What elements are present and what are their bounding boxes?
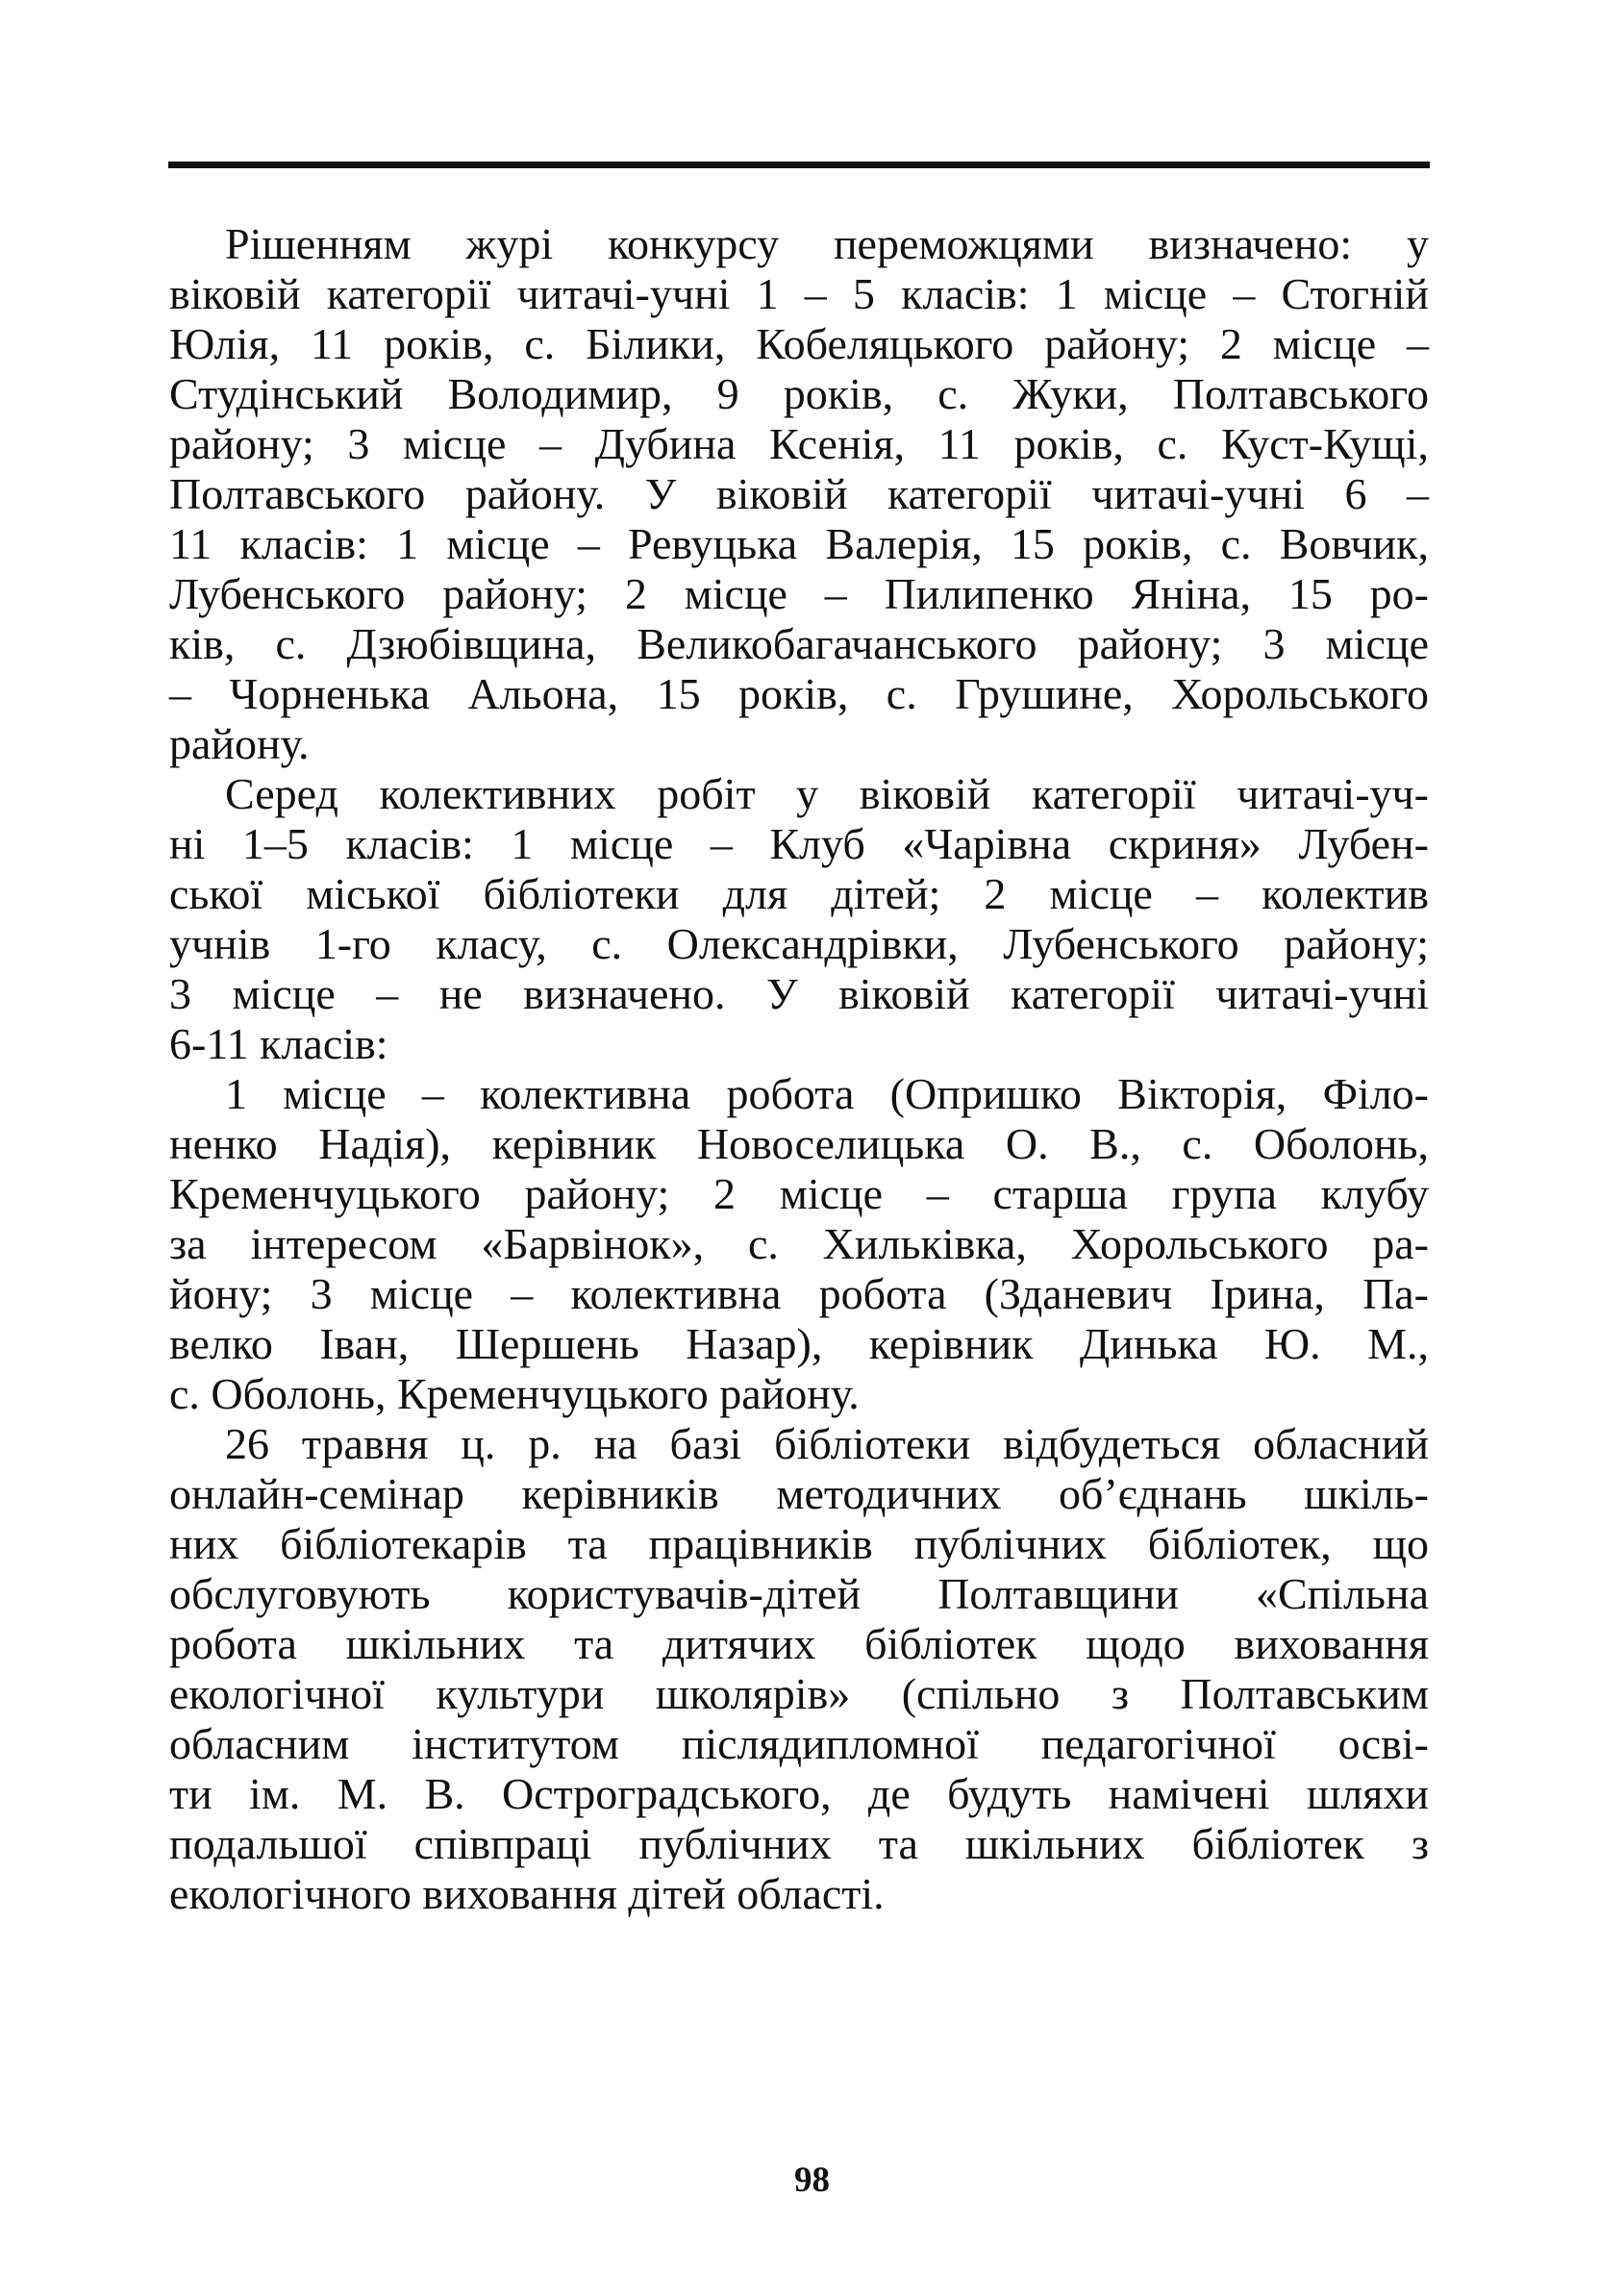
text-line: ти ім. М. В. Остроградського, де будуть намічені шляхи [169,1769,1429,1818]
text-line: ні 1–5 класів: 1 місце – Клуб «Чарівна скриня» Лубен- [169,819,1429,868]
text-line: обслуговують користувачів-дітей Полтавщини «Спільна [169,1569,1429,1618]
text-line: робота шкільних та дитячих бібліотек щодо виховання [169,1619,1429,1668]
text-line: Студінський Володимир, 9 років, с. Жуки, Полтавського [169,369,1429,418]
text-line: Серед колективних робіт у віковій категорії читачі-уч- [225,769,1429,818]
text-line: за інтересом «Барвінок», с. Хильківка, Хорольського ра- [169,1219,1429,1268]
text-line: району. [169,719,310,768]
text-line: екологічної культури школярів» (спільно з Полтавським [169,1669,1429,1718]
text-line: велко Іван, Шершень Назар), керівник Динька Ю. М., [169,1319,1429,1368]
text-line: Юлія, 11 років, с. Білики, Кобеляцького району; 2 місце – [169,319,1429,368]
text-line: обласним інститутом післядипломної педагогічної осві- [169,1719,1429,1768]
text-line: ків, с. Дзюбівщина, Великобагачанського району; 3 місце [169,619,1429,668]
header-rule [168,162,1430,168]
text-line: подальшої співпраці публічних та шкільних бібліотек з [169,1819,1429,1868]
text-line: с. Оболонь, Кременчуцького району. [169,1369,860,1418]
text-line: ської міської бібліотеки для дітей; 2 місце – колектив [169,869,1429,918]
text-line: віковій категорії читачі-учні 1 – 5 класів: 1 місце – Стогній [169,269,1429,318]
text-line: 26 травня ц. р. на базі бібліотеки відбудеться обласний [225,1419,1429,1468]
body-text [169,219,1429,1919]
text-line: Кременчуцького району; 2 місце – старша група клубу [169,1169,1429,1218]
text-line: – Чорненька Альона, 15 років, с. Грушине, Хорольського [169,669,1429,718]
text-line: Рішенням журі конкурсу переможцями визначено: у [225,219,1429,268]
text-line: 1 місце – колективна робота (Опришко Вікторія, Філо- [225,1069,1429,1118]
text-line: йону; 3 місце – колективна робота (Зданевич Ірина, Па- [169,1269,1429,1318]
text-line: району; 3 місце – Дубина Ксенія, 11 років, с. Куст-Кущі, [169,419,1429,468]
text-line: них бібліотекарів та працівників публічних бібліотек, що [169,1519,1429,1568]
text-line: 11 класів: 1 місце – Ревуцька Валерія, 15 років, с. Вовчик, [169,519,1429,568]
text-line: екологічного виховання дітей області. [169,1869,885,1918]
text-line: учнів 1-го класу, с. Олександрівки, Лубенського району; [169,919,1429,968]
text-line: Лубенського району; 2 місце – Пилипенко Яніна, 15 ро- [169,569,1429,618]
text-line: 6-11 класів: [169,1019,388,1068]
text-line: 3 місце – не визначено. У віковій категорії читачі-учні [169,969,1429,1018]
page-number: 98 [794,2160,830,2200]
text-line: Полтавського району. У віковій категорії читачі-учні 6 – [169,469,1429,518]
text-line: ненко Надія), керівник Новоселицька О. В., с. Оболонь, [169,1119,1429,1168]
text-line: онлайн-семінар керівників методичних об’єднань шкіль- [169,1469,1429,1518]
